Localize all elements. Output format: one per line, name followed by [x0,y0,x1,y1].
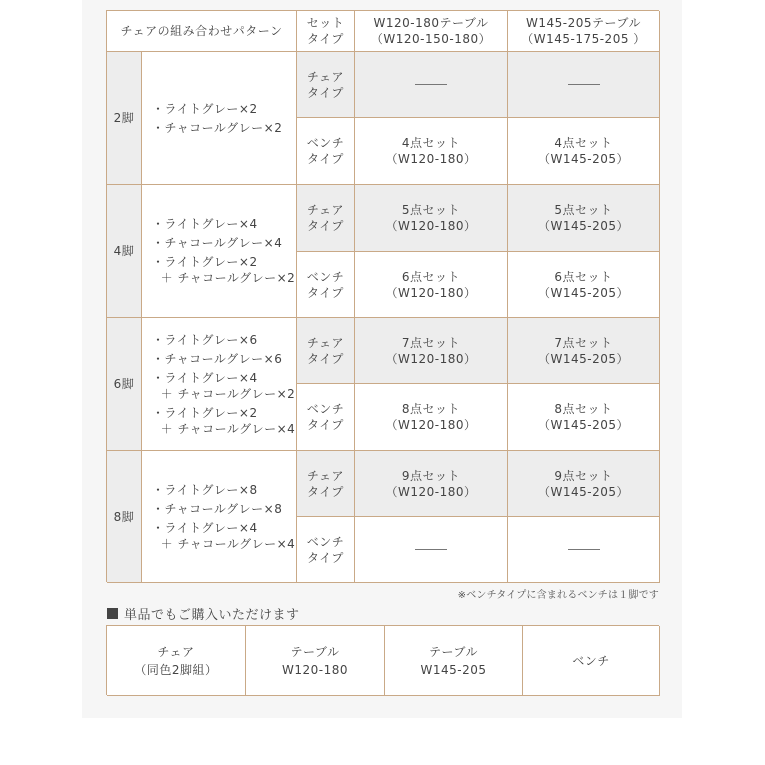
type-chair [297,318,355,384]
type-line2: タイプ [307,152,344,166]
set-name: 5点セット [554,203,613,217]
set-size: （W120-180） [385,351,477,366]
dash-mark [568,84,600,85]
type-chair [297,451,355,517]
header-w145-line2: （W145-175-205 ） [521,32,646,46]
set-name: 4点セット [401,136,461,150]
type-line1: ベンチ [306,402,345,416]
set-cell [508,384,660,451]
type-bench [297,517,355,583]
pattern-line: ・ライトグレー×4 [152,217,258,231]
type-bench [297,252,355,318]
single-item-name: ベンチ [572,653,610,668]
legs-text: 2脚 [113,111,135,125]
legs-label [107,318,142,451]
bench-note: ※ベンチタイプに含まれるベンチは１脚です [457,590,659,601]
set-cell [508,118,660,185]
pattern-cell [142,52,297,185]
type-line2: タイプ [307,285,344,300]
single-item-chair [107,626,246,696]
set-cell [355,252,508,318]
header-w120-line2: （W120-150-180） [370,32,492,46]
type-line2: タイプ [307,85,344,100]
set-cell-unavailable [508,517,660,583]
set-cell [355,451,508,517]
type-bench [297,384,355,451]
set-cell [508,252,660,318]
type-line1: チェア [306,69,345,84]
pattern-line: ＋ チャコールグレー×4 [152,536,296,551]
set-cell [508,318,660,384]
header-w120-line1: W120-180テーブル [373,16,489,30]
legs-label [107,52,142,185]
set-size: （W120-180） [385,484,477,499]
set-cell [508,185,660,252]
type-line1: ベンチ [306,534,345,549]
set-size: （W145-205） [537,484,629,499]
legs-label [107,451,142,583]
set-cell-unavailable [355,52,508,118]
legs-text: 8脚 [113,509,135,524]
pattern-cell [142,318,297,451]
type-chair [297,52,355,118]
type-line2: タイプ [307,484,344,499]
type-line1: チェア [306,468,345,483]
type-line1: チェア [306,203,345,217]
pattern-line: ・ライトグレー×4 [152,370,258,385]
single-item-detail: W145-205 [420,662,487,677]
pattern-line: ・ライトグレー×8 [152,482,258,497]
type-line1: ベンチ [306,269,345,284]
pattern-line: ＋ チャコールグレー×2 [152,386,296,401]
set-size: （W145-205） [537,219,629,233]
header-set-type-line1: セット [306,16,345,30]
type-line2: タイプ [307,219,344,233]
pattern-line: ・ライトグレー×2 [152,255,258,269]
pattern-line: ＋ チャコールグレー×4 [152,421,296,436]
single-purchase-heading [107,604,300,623]
pattern-line: ＋ チャコールグレー×2 [152,271,296,285]
set-cell [355,185,508,252]
pattern-cell [142,185,297,318]
set-size: （W145-205） [537,152,629,166]
single-item-name: チェア [157,644,195,659]
set-cell-unavailable [508,52,660,118]
legs-label [107,185,142,318]
single-item-name: テーブル [290,644,340,659]
type-bench [297,118,355,185]
single-purchase-heading-text: 単品でもご購入いただけます [124,608,300,623]
set-cell-unavailable [355,517,508,583]
pattern-line: ・チャコールグレー×4 [152,236,283,250]
set-size: （W145-205） [537,351,629,366]
set-name: 5点セット [401,203,461,217]
set-name: 8点セット [401,402,461,416]
set-cell [355,384,508,451]
set-combination-table [106,10,659,582]
header-pattern [107,11,297,52]
single-item-detail: （同色2脚組） [134,662,218,677]
dash-mark [415,84,447,85]
single-item-table-w120 [246,626,385,696]
pattern-cell [142,451,297,583]
set-cell [355,118,508,185]
pattern-line: ・チャコールグレー×8 [152,501,283,516]
pattern-line: ・ライトグレー×2 [152,405,258,420]
single-item-bench [523,626,660,696]
set-size: （W145-205） [537,418,629,432]
single-item-detail: W120-180 [281,662,348,677]
type-line1: チェア [306,335,345,350]
set-cell [355,318,508,384]
set-size: （W145-205） [537,285,629,300]
dash-mark [568,549,600,550]
set-name: 9点セット [554,468,613,483]
header-set-type-line2: タイプ [307,32,344,46]
set-name: 4点セット [554,136,613,150]
dash-mark [415,549,447,550]
pattern-line: ・チャコールグレー×6 [152,351,283,366]
header-w120-table [355,11,508,52]
pattern-line: ・ライトグレー×4 [152,520,258,535]
header-pattern-label: チェアの組み合わせパターン [120,24,283,38]
type-line1: ベンチ [306,136,345,150]
header-w145-line1: W145-205テーブル [526,16,641,30]
pattern-line: ・チャコールグレー×2 [152,120,283,135]
set-name: 9点セット [401,468,461,483]
set-name: 8点セット [554,402,613,416]
type-chair [297,185,355,252]
set-name: 6点セット [554,269,613,284]
type-line2: タイプ [307,418,344,432]
legs-text: 4脚 [113,244,135,258]
legs-text: 6脚 [113,377,135,391]
pattern-line: ・ライトグレー×6 [152,332,258,347]
type-line2: タイプ [307,351,344,366]
set-name: 7点セット [554,335,613,350]
set-cell [508,451,660,517]
set-size: （W120-180） [385,219,477,233]
set-name: 6点セット [401,269,461,284]
set-size: （W120-180） [385,152,477,166]
single-item-table-w145 [385,626,523,696]
single-item-table [106,625,659,695]
set-size: （W120-180） [385,285,477,300]
pattern-line: ・ライトグレー×2 [152,101,258,116]
header-w145-table [508,11,660,52]
header-set-type [297,11,355,52]
set-size: （W120-180） [385,418,477,432]
single-item-name: テーブル [429,644,478,659]
square-bullet-icon [107,608,118,619]
type-line2: タイプ [307,550,344,565]
set-name: 7点セット [401,335,461,350]
